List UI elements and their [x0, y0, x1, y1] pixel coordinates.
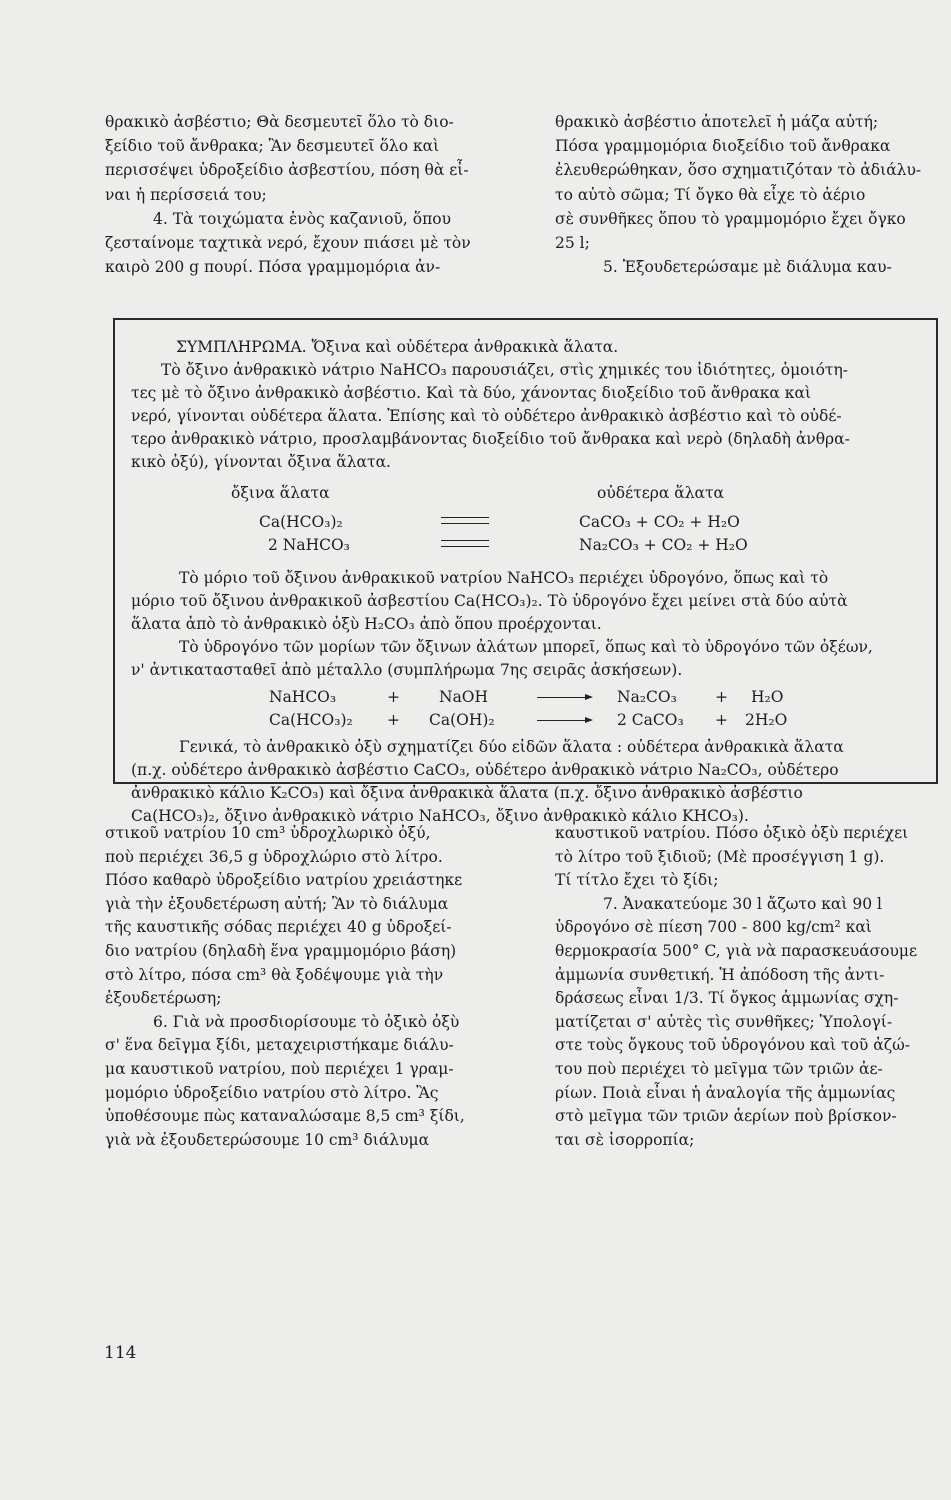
- text-line: σὲ συνθῆκες ὅπου τὸ γραμμομόριο ἔχει ὄγκο: [555, 209, 906, 228]
- text-line: Τί τίτλο ἔχει τὸ ξίδι;: [555, 871, 719, 890]
- text-line: ματίζεται σ' αὐτὲς τὶς συνθῆκες; Ὑπολογί-: [555, 1012, 893, 1031]
- product-c: Na₂CO₃: [617, 688, 677, 706]
- text-line: ναι ἡ περίσσειά του;: [105, 185, 267, 204]
- text-line: Γενικά, τὸ ἀνθρακικὸ ὀξὺ σχηματίζει δύο εἰδῶν ἅλατα : οὐδέτερα ἀνθρακικὰ ἅλατα: [179, 738, 844, 756]
- equation-left: Ca(HCO₃)₂: [259, 513, 343, 531]
- text-line: ἅλατα ἀπὸ τὸ ἀνθρακικὸ ὀξὺ H₂CO₃ ἀπὸ ὅπου προέρχονται.: [131, 615, 602, 633]
- exercise-7-start: 7. Ἀνακατεύομε 30 l ἄζωτο καὶ 90 l: [603, 894, 882, 913]
- text-line: ἀμμωνία συνθετική. Ἡ ἀπόδοση τῆς ἀντι-: [555, 965, 885, 984]
- text-line: καυστικοῦ νατρίου. Πόσο ὀξικὸ ὀξὺ περιέχει: [555, 824, 909, 842]
- reaction-equation-3: [131, 686, 926, 709]
- text-line: κικὸ ὀξύ), γίνονται ὄξινα ἅλατα.: [131, 453, 391, 471]
- equation-right: CaCO₃ + CO₂ + H₂O: [579, 513, 740, 531]
- exercise-5-start: 5. Ἐξουδετερώσαμε μὲ διάλυμα καυ-: [603, 258, 892, 277]
- text-line: Τὸ ὑδρογόνο τῶν μορίων τῶν ὄξινων ἀλάτων μπορεῖ, ὅπως καὶ τὸ ὑδρογόνο τῶν ὀξέων,: [179, 638, 873, 656]
- text-line: τες μὲ τὸ ὄξινο ἀνθρακικὸ ἀσβέστιο. Καὶ τὰ δύο, χάνοντας διοξείδιο τοῦ ἄνθρακα καὶ: [131, 384, 812, 402]
- text-line: καιρὸ 200 g πουρί. Πόσα γραμμομόρια ἀν-: [105, 258, 441, 277]
- reaction-equation-4: [131, 709, 926, 732]
- text-line: του ποὺ περιέχει τὸ μεῖγμα τῶν τριῶν ἀε-: [555, 1059, 883, 1078]
- bottom-right-column: [555, 822, 945, 1152]
- product-d: H₂O: [751, 688, 784, 706]
- equilibrium-equation-2: [131, 534, 926, 557]
- text-line: (π.χ. οὐδέτερο ἀνθρακικὸ ἀσβέστιο CaCO₃, οὐδέτερο ἀνθρακικὸ νάτριο Na₂CO₃, οὐδέτερο: [131, 761, 839, 779]
- text-line: περισσέψει ὑδροξείδιο ἀσβεστίου, πόση θὰ εἶ-: [105, 161, 469, 180]
- text-line: μομόριο ὑδροξείδιο νατρίου στὸ λίτρο. Ἂς: [105, 1083, 439, 1102]
- top-right-column: [555, 110, 945, 279]
- equilibrium-arrow-icon: [441, 517, 489, 527]
- equation-column-headers: [131, 482, 926, 505]
- text-line: ὑδρογόνο σὲ πίεση 700 - 800 kg/cm² καὶ: [555, 918, 872, 937]
- text-line: ται σὲ ἰσορροπία;: [555, 1130, 695, 1149]
- text-line: ν' ἀντικατασταθεῖ ἀπὸ μέταλλο (συμπλήρωμα 7ης σειρᾶς ἀσκήσεων).: [131, 661, 683, 679]
- text-line: ζεσταίνομε ταχτικὰ νερό, ἔχουν πιάσει μὲ τὸν: [105, 234, 471, 253]
- text-line: ξείδιο τοῦ ἄνθρακα; Ἂν δεσμευτεῖ ὅλο καὶ: [105, 137, 440, 156]
- equation-right: Na₂CO₃ + CO₂ + H₂O: [579, 536, 748, 554]
- bottom-left-column: [105, 822, 495, 1152]
- page-number: 114: [104, 1343, 137, 1363]
- text-line: θρακικὸ ἀσβέστιο; Θὰ δεσμευτεῖ ὅλο τὸ διο-: [105, 113, 454, 131]
- product-d: 2H₂O: [745, 711, 788, 729]
- text-line: στὸ λίτρο, πόσα cm³ θὰ ξοδέψουμε γιὰ τὴν: [105, 965, 444, 984]
- text-line: μα καυστικοῦ νατρίου, ποὺ περιέχει 1 γραμ-: [105, 1059, 454, 1078]
- supplement-box: [113, 318, 938, 825]
- text-line: ρίων. Ποιὰ εἶναι ἡ ἀναλογία τῆς ἀμμωνίας: [555, 1083, 896, 1102]
- product-c: 2 CaCO₃: [617, 711, 684, 729]
- text-line: Πόσο καθαρὸ ὑδροξείδιο νατρίου χρειάστηκε: [105, 871, 463, 890]
- neutral-salts-header: οὐδέτερα ἅλατα: [597, 484, 725, 502]
- plus-sign: +: [387, 711, 400, 729]
- text-line: γιὰ νὰ ἐξουδετερώσουμε 10 cm³ διάλυμα: [105, 1130, 430, 1149]
- plus-sign: +: [715, 688, 728, 706]
- text-line: το αὐτὸ σῶμα; Τί ὄγκο θὰ εἶχε τὸ ἀέριο: [555, 185, 866, 204]
- exercise-6-start: 6. Γιὰ νὰ προσδιορίσουμε τὸ ὀξικὸ ὀξὺ: [153, 1012, 460, 1031]
- text-line: ὑποθέσουμε πὼς καταναλώσαμε 8,5 cm³ ξίδι,: [105, 1107, 465, 1126]
- exercise-4-start: 4. Τὰ τοιχώματα ἑνὸς καζανιοῦ, ὅπου: [153, 209, 452, 228]
- text-line: νερό, γίνονται οὐδέτερα ἅλατα. Ἐπίσης καὶ τὸ οὐδέτερο ἀνθρακικὸ ἀσβέστιο καὶ τὸ οὐδέ-: [131, 407, 842, 425]
- text-line: ἀνθρακικὸ κάλιο K₂CO₃) καὶ ὄξινα ἀνθρακικὰ ἅλατα (π.χ. ὄξινο ἀνθρακικὸ ἀσβέστιο: [131, 784, 803, 802]
- reactant-b: NaOH: [439, 688, 489, 706]
- reaction-arrow-icon: [537, 697, 591, 698]
- plus-sign: +: [387, 688, 400, 706]
- supplement-heading: ΣΥΜΠΛΗΡΩΜΑ. Ὄξινα καὶ οὐδέτερα ἀνθρακικὰ ἅλατα.: [176, 338, 619, 356]
- text-line: θρακικὸ ἀσβέστιο ἀποτελεῖ ἡ μάζα αὐτή;: [555, 113, 879, 131]
- text-line: στικοῦ νατρίου 10 cm³ ὑδροχλωρικὸ ὀξύ,: [105, 824, 431, 842]
- text-line: γιὰ τὴν ἐξουδετέρωση αὐτή; Ἂν τὸ διάλυμα: [105, 894, 449, 913]
- text-line: Πόσα γραμμομόρια διοξείδιο τοῦ ἄνθρακα: [555, 137, 891, 156]
- text-line: τερο ἀνθρακικὸ νάτριο, προσλαμβάνοντας διοξείδιο τοῦ ἄνθρακα καὶ νερὸ (δηλαδὴ ἀνθρα-: [131, 430, 850, 448]
- text-line: Ca(HCO₃)₂, ὄξινο ἀνθρακικὸ νάτριο NaHCO₃, ὄξινο ἀνθρακικὸ κάλιο KHCO₃).: [131, 807, 749, 825]
- reactant-a: NaHCO₃: [269, 688, 337, 706]
- text-line: διο νατρίου (δηλαδὴ ἕνα γραμμομόριο βάση): [105, 941, 457, 960]
- text-line: Τὸ μόριο τοῦ ὄξινου ἀνθρακικοῦ νατρίου NaHCO₃ περιέχει ὑδρογόνο, ὅπως καὶ τὸ: [179, 569, 829, 587]
- text-line: σ' ἕνα δεῖγμα ξίδι, μεταχειριστήκαμε διάλυ-: [105, 1036, 454, 1055]
- text-line: στὸ μεῖγμα τῶν τριῶν ἀερίων ποὺ βρίσκον-: [555, 1107, 897, 1126]
- text-line: στε τοὺς ὄγκους τοῦ ὑδρογόνου καὶ τοῦ ἀζώ-: [555, 1036, 911, 1055]
- equilibrium-arrow-icon: [441, 540, 489, 550]
- text-line: Τὸ ὄξινο ἀνθρακικὸ νάτριο NaHCO₃ παρουσιάζει, στὶς χημικές του ἰδιότητες, ὁμοιότη-: [161, 361, 849, 379]
- text-line: μόριο τοῦ ὄξινου ἀνθρακικοῦ ἀσβεστίου Ca(HCO₃)₂. Τὸ ὑδρογόνο ἔχει μείνει στὰ δύο αὐτὰ: [131, 592, 848, 610]
- text-line: ἐλευθερώθηκαν, ὅσο σχηματιζόταν τὸ ἀδιάλυ-: [555, 161, 922, 180]
- top-left-column: [105, 110, 490, 279]
- text-line: ἐξουδετέρωση;: [105, 989, 222, 1008]
- acid-salts-header: ὄξινα ἅλατα: [231, 484, 330, 502]
- text-line: δράσεως εἶναι 1/3. Τί ὄγκος ἀμμωνίας σχη-: [555, 989, 899, 1008]
- plus-sign: +: [715, 711, 728, 729]
- reaction-arrow-icon: [537, 720, 591, 721]
- text-line: 25 l;: [555, 234, 590, 253]
- text-line: τῆς καυστικῆς σόδας περιέχει 40 g ὑδροξεί-: [105, 918, 452, 937]
- equilibrium-equation-1: [131, 511, 926, 534]
- reactant-b: Ca(OH)₂: [429, 711, 495, 729]
- reactant-a: Ca(HCO₃)₂: [269, 711, 353, 729]
- text-line: θερμοκρασία 500° C, γιὰ νὰ παρασκευάσουμε: [555, 941, 918, 960]
- text-line: ποὺ περιέχει 36,5 g ὑδροχλώριο στὸ λίτρο.: [105, 847, 443, 866]
- equation-left: 2 NaHCO₃: [268, 536, 350, 554]
- text-line: τὸ λίτρο τοῦ ξιδιοῦ; (Μὲ προσέγγιση 1 g).: [555, 847, 885, 866]
